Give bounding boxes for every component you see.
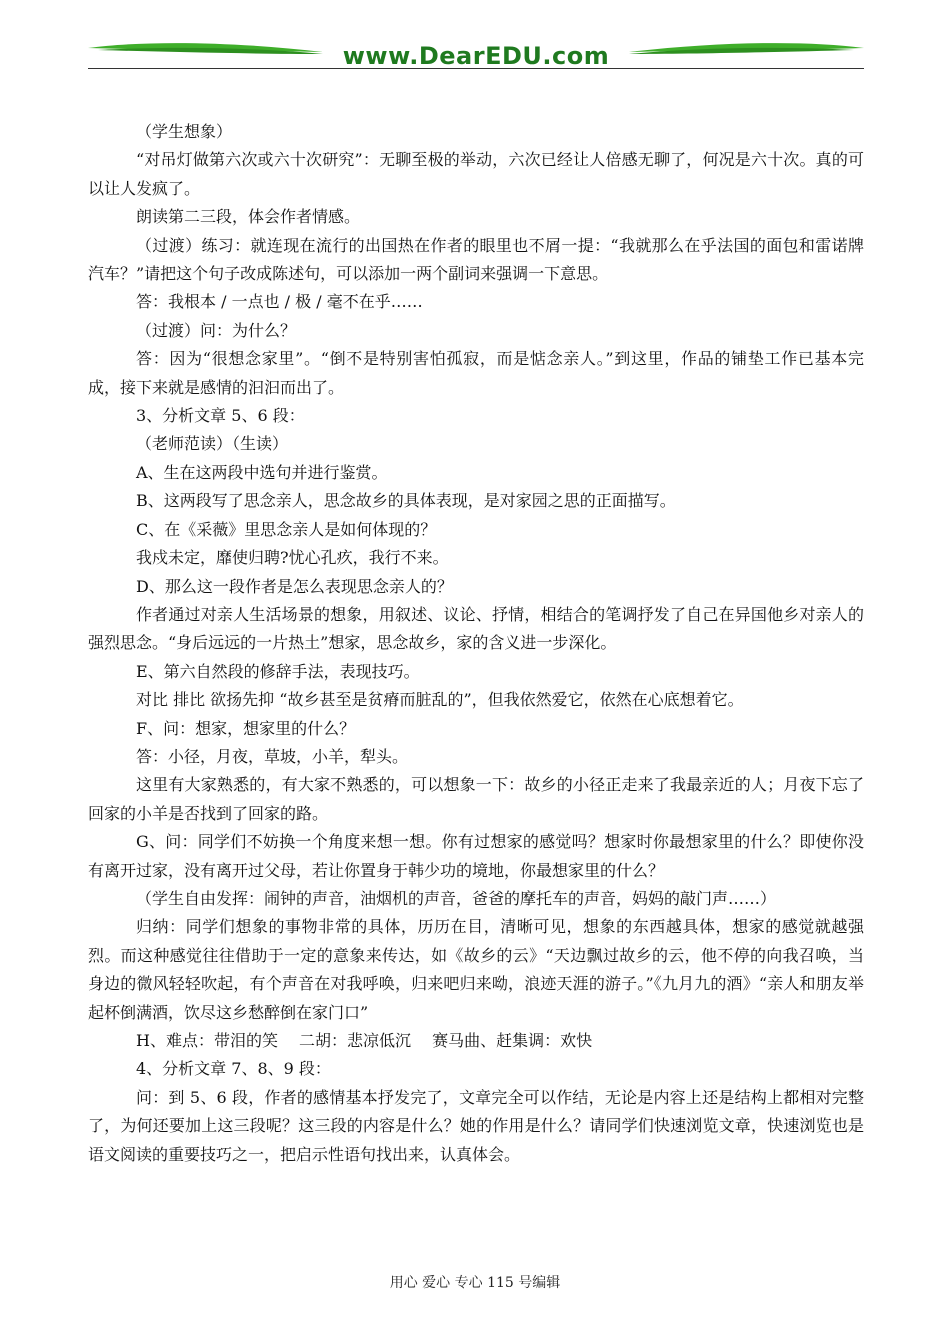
paragraph: 答：因为“很想念家里”。“倒不是特别害怕孤寂，而是惦念亲人。”到这里，作品的铺垫工作已基本完成，接下来就是感情的汩汩而出了。 — [88, 349, 864, 397]
paragraph: 朗读第二三段，体会作者情感。 — [136, 207, 361, 227]
paragraph: 问：到 5、6 段，作者的感情基本抒发完了，文章完全可以作结，无论是内容上还是结构上都相对完整了，为何还要加上这三段呢？这三段的内容是什么？她的作用是什么？请同学们快速浏览文章，快速浏览也是语文阅读的重要技巧之一，把启示性语句找出来，认真体会。 — [88, 1087, 864, 1164]
paragraph: 作者通过对亲人生活场景的想象，用叙述、议论、抒情，相结合的笔调抒发了自己在异国他乡对亲人的强烈思念。“身后远远的一片热土”想家，思念故乡，家的含义进一步深化。 — [88, 604, 864, 653]
paragraph: E、第六自然段的修辞手法，表现技巧。 — [136, 661, 420, 681]
paragraph: 这里有大家熟悉的，有大家不熟悉的，可以想象一下：故乡的小径正走来了我最亲近的人；月夜下忘了回家的小羊是否找到了回家的路。 — [88, 775, 864, 823]
paragraph: A、生在这两段中选句并进行鉴赏。 — [136, 462, 388, 482]
page-footer: 用心 爱心 专心 115 号编辑 — [389, 1275, 561, 1291]
paragraph: （过渡）问：为什么？ — [136, 320, 297, 340]
site-logo: www.DearEDU.com — [342, 42, 610, 70]
paragraph: 答：小径，月夜，草坡，小羊，犁头。 — [136, 746, 409, 766]
paragraph: 我戍未定，靡使归聘?忧心孔疚，我行不来。 — [136, 548, 449, 568]
paragraph: （学生自由发挥：闹钟的声音，油烟机的声音，爸爸的摩托车的声音，妈妈的敲门声……） — [136, 888, 777, 908]
paragraph: H、难点：带泪的笑 二胡：悲凉低沉 赛马曲、赶集调：欢快 — [136, 1031, 593, 1050]
paragraph: F、问：想家，想家里的什么？ — [136, 718, 356, 738]
paragraph: （学生想象） — [136, 122, 233, 141]
paragraph: 对比 排比 欲扬先抑 “故乡甚至是贫瘠而脏乱的”，但我依然爱它，依然在心底想着它。 — [136, 690, 744, 710]
paragraph: B、这两段写了思念亲人，思念故乡的具体表现，是对家园之思的正面描写。 — [136, 491, 676, 511]
paragraph: “对吊灯做第六次或六十次研究”：无聊至极的举动，六次已经让人倍感无聊了，何况是六十次。真的可以让人发疯了。 — [88, 150, 864, 198]
paragraph: 归纳：同学们想象的事物非常的具体，历历在目，清晰可见，想象的东西越具体，想家的感觉就越强烈。而这种感觉往往借助于一定的意象来传达，如《故乡的云》“天边飘过故乡的云，他不停的向我召唤，当身边的微风轻轻吹起，有个声音在对我呼唤，归来吧归来呦，浪迹天涯的游子。”《九月九的酒》“亲人和朋友举起杯倒满酒，饮尽这乡愁醉倒在家门口” — [88, 917, 864, 1022]
paragraph: C、在《采薇》里思念亲人是如何体现的？ — [136, 519, 437, 539]
header-divider — [88, 68, 864, 69]
document-body — [88, 118, 864, 1169]
paragraph: （过渡）练习：就连现在流行的出国热在作者的眼里也不屑一提：“我就那么在乎法国的面包和雷诺牌汽车？”请把这个句子改成陈述句，可以添加一两个副词来强调一下意思。 — [88, 235, 864, 284]
paragraph: G、问：同学们不妨换一个角度来想一想。你有过想家的感觉吗？想家时你最想家里的什么？即使你没有离开过家，没有离开过父母，若让你置身于韩少功的境地，你最想家里的什么？ — [88, 832, 864, 880]
paragraph: （老师范读）（生读） — [136, 434, 289, 454]
paragraph: D、那么这一段作者是怎么表现思念亲人的？ — [136, 576, 453, 596]
paragraph: 3、分析文章 5、6 段： — [136, 406, 305, 426]
paragraph: 答：我根本 / 一点也 / 极 / 毫不在乎…… — [136, 292, 423, 312]
paragraph: 4、分析文章 7、8、9 段： — [136, 1059, 331, 1079]
